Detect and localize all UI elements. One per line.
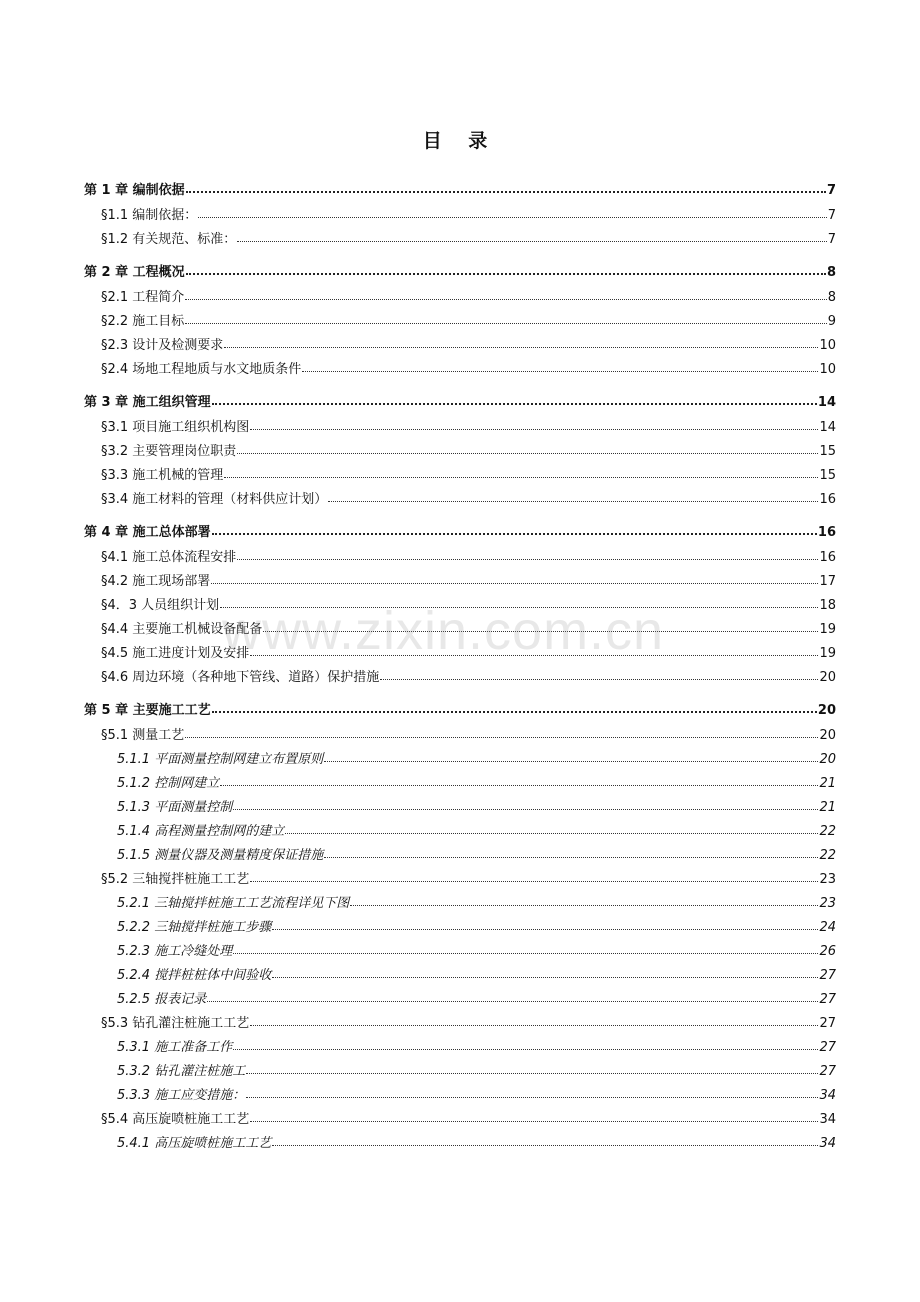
toc-entry-label: 第 1 章 编制依据: [84, 183, 185, 198]
toc-leader-dots: [207, 1001, 818, 1002]
toc-page-number: 7: [826, 183, 836, 198]
toc-page-number: 7: [827, 232, 836, 247]
toc-page-number: 17: [819, 574, 836, 589]
toc-page-number: 27: [819, 1016, 836, 1031]
toc-subsection-entry[interactable]: [84, 770, 836, 794]
toc-entry-label: §4.4 主要施工机械设备配备: [101, 622, 263, 637]
toc-entry-label: 5.1.3 平面测量控制: [117, 800, 233, 815]
toc-entry-label: 5.2.5 报表记录: [117, 992, 207, 1007]
toc-entry-label: 5.3.1 施工准备工作: [117, 1040, 233, 1055]
toc-leader-dots: [250, 655, 818, 656]
toc-subsection-entry[interactable]: [84, 1034, 836, 1058]
toc-page-number: 20: [817, 703, 836, 718]
toc-section-entry[interactable]: [84, 356, 836, 380]
toc-leader-dots: [220, 607, 818, 608]
toc-entry-label: 5.1.4 高程测量控制网的建立: [117, 824, 285, 839]
toc-section-entry[interactable]: [84, 486, 836, 510]
toc-entry-label: §1.2 有关规范、标准：: [101, 232, 237, 247]
toc-leader-dots: [212, 533, 817, 535]
toc-subsection-entry[interactable]: [84, 1082, 836, 1106]
toc-section-entry[interactable]: [84, 414, 836, 438]
toc-page-number: 27: [819, 1040, 836, 1055]
toc-page-number: 23: [819, 872, 836, 887]
toc-leader-dots: [324, 761, 818, 762]
toc-entry-label: §2.2 施工目标: [101, 314, 185, 329]
toc-page-number: 16: [819, 492, 836, 507]
toc-page-number: 8: [827, 290, 836, 305]
toc-entry-label: §2.4 场地工程地质与水文地质条件: [101, 362, 302, 377]
toc-section-entry[interactable]: [84, 438, 836, 462]
toc-page-number: 27: [819, 968, 836, 983]
toc-entry-label: §2.1 工程简介: [101, 290, 185, 305]
toc-section-entry[interactable]: [84, 544, 836, 568]
toc-section-entry[interactable]: [84, 462, 836, 486]
toc-entry-label: §1.1 编制依据：: [101, 208, 198, 223]
toc-entry-label: §2.3 设计及检测要求: [101, 338, 224, 353]
toc-page-number: 14: [817, 395, 836, 410]
toc-entry-label: §5.2 三轴搅拌桩施工工艺: [101, 872, 250, 887]
toc-entry-label: 第 2 章 工程概况: [84, 265, 185, 280]
toc-page-number: 27: [819, 1064, 836, 1079]
toc-entry-label: 第 5 章 主要施工工艺: [84, 703, 211, 718]
toc-leader-dots: [263, 631, 818, 632]
toc-leader-dots: [250, 1025, 818, 1026]
toc-section-entry[interactable]: [84, 592, 836, 616]
toc-leader-dots: [246, 1073, 818, 1074]
toc-page-number: 24: [819, 920, 836, 935]
toc-leader-dots: [212, 403, 817, 405]
toc-subsection-entry[interactable]: [84, 962, 836, 986]
toc-section-entry[interactable]: [84, 332, 836, 356]
toc-leader-dots: [324, 857, 818, 858]
toc-entry-label: 5.1.1 平面测量控制网建立布置原则: [117, 752, 324, 767]
toc-subsection-entry[interactable]: [84, 842, 836, 866]
toc-page-number: 18: [819, 598, 836, 613]
toc-section-entry[interactable]: [84, 226, 836, 250]
toc-entry-label: §3.4 施工材料的管理（材料供应计划）: [101, 492, 328, 507]
toc-page-number: 15: [819, 468, 836, 483]
toc-entry-label: §5.3 钻孔灌注桩施工工艺: [101, 1016, 250, 1031]
toc-section-entry[interactable]: [84, 568, 836, 592]
toc-page-number: 27: [819, 992, 836, 1007]
toc-page-number: 20: [819, 728, 836, 743]
toc-subsection-entry[interactable]: [84, 1058, 836, 1082]
toc-page-number: 20: [819, 752, 836, 767]
toc-section-entry[interactable]: [84, 722, 836, 746]
toc-entry-label: 5.2.1 三轴搅拌桩施工工艺流程详见下图: [117, 896, 350, 911]
toc-leader-dots: [198, 217, 826, 218]
toc-entry-label: §4.5 施工进度计划及安排: [101, 646, 250, 661]
toc-section-entry[interactable]: [84, 616, 836, 640]
toc-leader-dots: [272, 1145, 818, 1146]
toc-leader-dots: [250, 1121, 818, 1122]
toc-leader-dots: [233, 809, 818, 810]
toc-page-number: 21: [819, 800, 836, 815]
toc-page-number: 21: [819, 776, 836, 791]
toc-leader-dots: [328, 501, 818, 502]
toc-subsection-entry[interactable]: [84, 914, 836, 938]
toc-leader-dots: [237, 559, 818, 560]
toc-entry-label: §3.1 项目施工组织机构图: [101, 420, 250, 435]
toc-entry-label: 5.1.2 控制网建立: [117, 776, 220, 791]
toc-leader-dots: [186, 273, 826, 275]
toc-entry-label: §4．3 人员组织计划: [101, 598, 220, 613]
toc-chapter-entry[interactable]: [84, 380, 836, 414]
toc-section-entry[interactable]: [84, 640, 836, 664]
toc-page-number: 34: [819, 1112, 836, 1127]
toc-leader-dots: [185, 323, 826, 324]
toc-section-entry[interactable]: [84, 202, 836, 226]
table-of-contents: [84, 168, 836, 1154]
toc-subsection-entry[interactable]: [84, 818, 836, 842]
toc-page-number: 14: [819, 420, 836, 435]
toc-leader-dots: [302, 371, 818, 372]
toc-page-number: 16: [817, 525, 836, 540]
document-title: 目 录: [422, 130, 498, 152]
toc-leader-dots: [211, 583, 818, 584]
toc-page-number: 34: [819, 1136, 836, 1151]
toc-entry-label: 第 3 章 施工组织管理: [84, 395, 211, 410]
toc-leader-dots: [272, 977, 818, 978]
toc-leader-dots: [380, 679, 818, 680]
toc-entry-label: §5.4 高压旋喷桩施工工艺: [101, 1112, 250, 1127]
toc-page-number: 15: [819, 444, 836, 459]
toc-entry-label: 5.3.3 施工应变措施：: [117, 1088, 246, 1103]
toc-leader-dots: [186, 191, 826, 193]
toc-page-number: 22: [819, 848, 836, 863]
toc-entry-label: 5.4.1 高压旋喷桩施工工艺: [117, 1136, 272, 1151]
toc-entry-label: §3.3 施工机械的管理: [101, 468, 224, 483]
toc-subsection-entry[interactable]: [84, 890, 836, 914]
toc-page-number: 34: [819, 1088, 836, 1103]
toc-leader-dots: [185, 299, 826, 300]
toc-section-entry[interactable]: [84, 664, 836, 688]
toc-entry-label: §4.2 施工现场部署: [101, 574, 211, 589]
toc-section-entry[interactable]: [84, 1106, 836, 1130]
toc-entry-label: §5.1 测量工艺: [101, 728, 185, 743]
toc-page-number: 10: [819, 338, 836, 353]
toc-leader-dots: [233, 953, 818, 954]
toc-chapter-entry[interactable]: [84, 688, 836, 722]
toc-leader-dots: [285, 833, 818, 834]
toc-leader-dots: [246, 1097, 818, 1098]
toc-entry-label: §3.2 主要管理岗位职责: [101, 444, 237, 459]
toc-subsection-entry[interactable]: [84, 746, 836, 770]
toc-page-number: 26: [819, 944, 836, 959]
toc-section-entry[interactable]: [84, 308, 836, 332]
toc-subsection-entry[interactable]: [84, 1130, 836, 1154]
toc-leader-dots: [250, 881, 818, 882]
toc-section-entry[interactable]: [84, 284, 836, 308]
toc-entry-label: 5.3.2 钻孔灌注桩施工: [117, 1064, 246, 1079]
toc-leader-dots: [220, 785, 818, 786]
toc-chapter-entry[interactable]: [84, 250, 836, 284]
toc-page-number: 20: [819, 670, 836, 685]
toc-page-number: 16: [819, 550, 836, 565]
toc-page-number: 22: [819, 824, 836, 839]
toc-subsection-entry[interactable]: [84, 794, 836, 818]
toc-leader-dots: [237, 241, 826, 242]
toc-leader-dots: [272, 929, 818, 930]
toc-entry-label: 5.2.4 搅拌桩桩体中间验收: [117, 968, 272, 983]
toc-leader-dots: [250, 429, 818, 430]
toc-leader-dots: [350, 905, 818, 906]
toc-section-entry[interactable]: [84, 1010, 836, 1034]
toc-page-number: 9: [827, 314, 836, 329]
toc-leader-dots: [237, 453, 818, 454]
toc-entry-label: §4.6 周边环境（各种地下管线、道路）保护措施: [101, 670, 380, 685]
toc-page-number: 8: [826, 265, 836, 280]
toc-entry-label: 5.2.3 施工冷缝处理: [117, 944, 233, 959]
toc-page-number: 7: [827, 208, 836, 223]
toc-leader-dots: [224, 347, 818, 348]
toc-page-number: 10: [819, 362, 836, 377]
toc-leader-dots: [233, 1049, 818, 1050]
toc-entry-label: 5.2.2 三轴搅拌桩施工步骤: [117, 920, 272, 935]
toc-subsection-entry[interactable]: [84, 986, 836, 1010]
toc-leader-dots: [224, 477, 818, 478]
toc-subsection-entry[interactable]: [84, 938, 836, 962]
toc-section-entry[interactable]: [84, 866, 836, 890]
toc-leader-dots: [185, 737, 818, 738]
toc-leader-dots: [212, 711, 817, 713]
toc-entry-label: 第 4 章 施工总体部署: [84, 525, 211, 540]
toc-page-number: 23: [819, 896, 836, 911]
toc-page-number: 19: [819, 646, 836, 661]
toc-entry-label: §4.1 施工总体流程安排: [101, 550, 237, 565]
watermark: www.zixin.com.cn: [222, 601, 665, 661]
toc-entry-label: 5.1.5 测量仪器及测量精度保证措施: [117, 848, 324, 863]
toc-chapter-entry[interactable]: [84, 510, 836, 544]
toc-page-number: 19: [819, 622, 836, 637]
toc-chapter-entry[interactable]: [84, 168, 836, 202]
